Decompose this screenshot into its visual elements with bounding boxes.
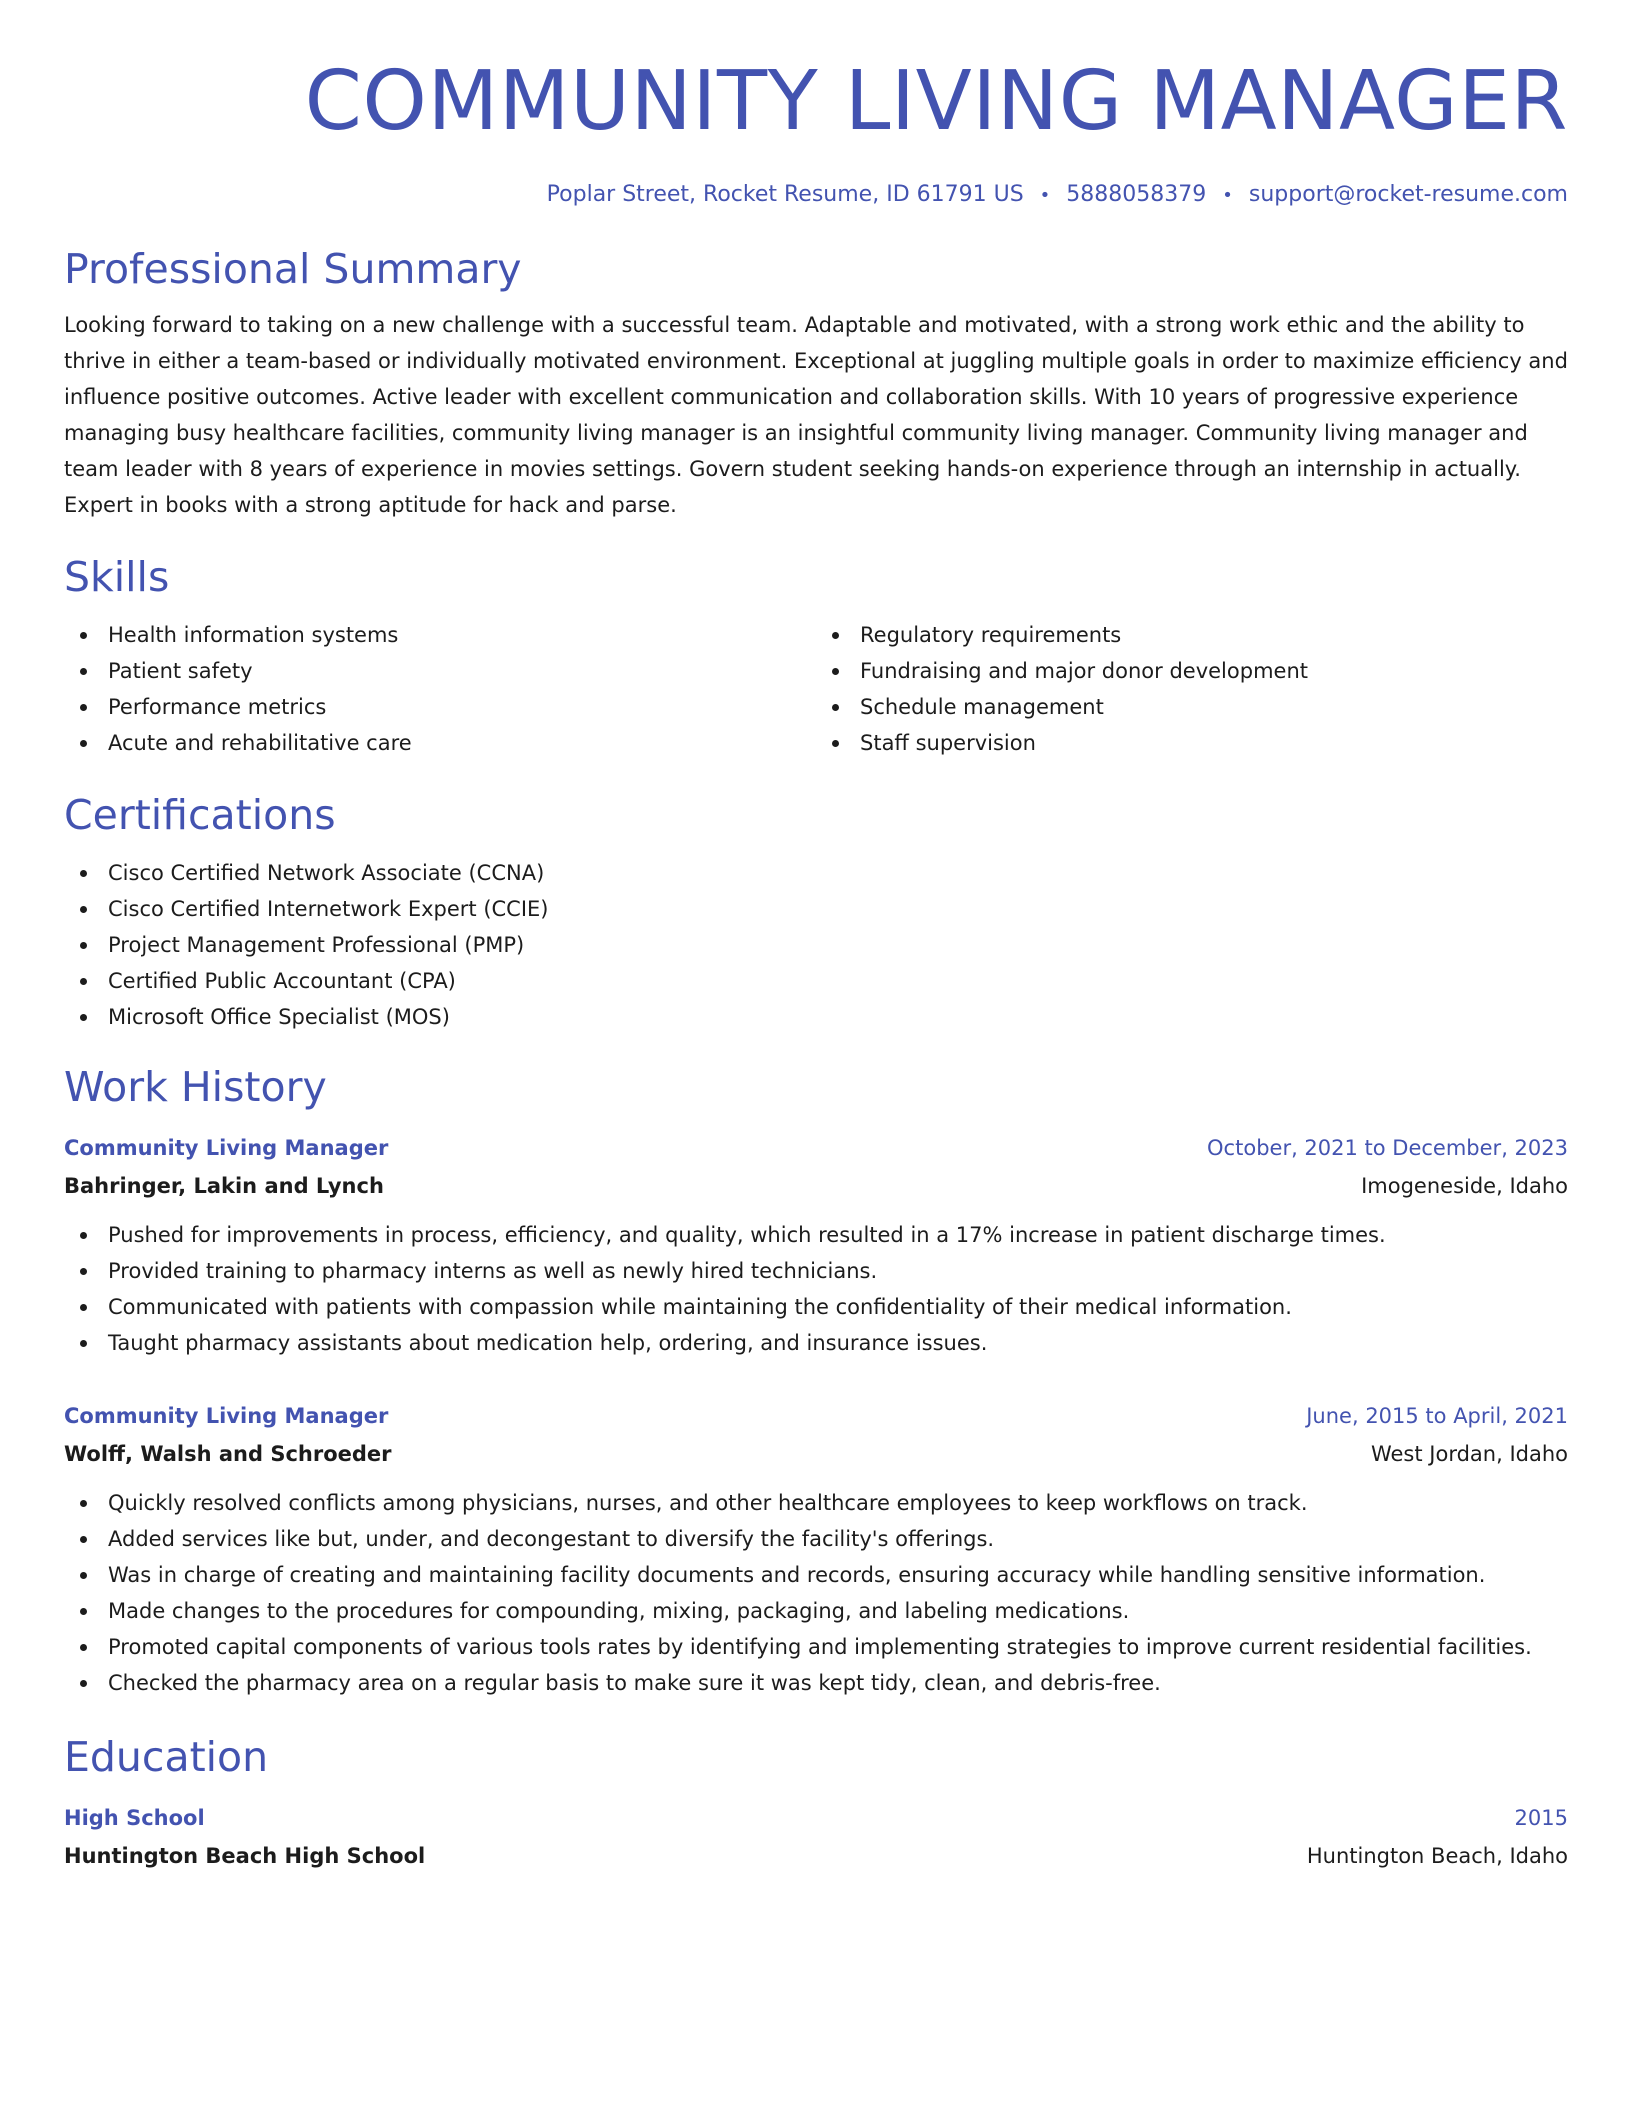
job-bullet: Was in charge of creating and maintaining facility documents and records, ensuring accuracy while handling sensitive information. <box>64 1557 1568 1593</box>
contact-address: Poplar Street, Rocket Resume, ID 61791 US <box>546 182 1024 207</box>
job-bullet: Made changes to the procedures for compounding, mixing, packaging, and labeling medications. <box>64 1593 1568 1629</box>
skill-item: Health information systems <box>64 617 816 653</box>
job-bullet: Added services like but, under, and decongestant to diversify the facility's offerings. <box>64 1521 1568 1557</box>
job-location: Imogeneside, Idaho <box>1361 1174 1568 1198</box>
skill-item: Schedule management <box>816 689 1568 725</box>
certification-item: Cisco Certified Internetwork Expert (CCIE) <box>64 891 1568 927</box>
job-dates: October, 2021 to December, 2023 <box>1207 1136 1568 1160</box>
education-location: Huntington Beach, Idaho <box>1306 1844 1568 1868</box>
job-bullet: Communicated with patients with compassion while maintaining the confidentiality of their medical information. <box>64 1289 1568 1325</box>
job-bullet: Provided training to pharmacy interns as well as newly hired technicians. <box>64 1253 1568 1289</box>
job-role: Community Living Manager <box>64 1404 389 1428</box>
job-company: Bahringer, Lakin and Lynch <box>64 1174 384 1198</box>
job-bullets <box>64 1217 1568 1361</box>
certification-item: Project Management Professional (PMP) <box>64 927 1568 963</box>
education-school-row <box>64 1837 1568 1875</box>
section-title-education: Education <box>64 1733 269 1781</box>
job-bullets <box>64 1485 1568 1701</box>
job-bullet: Promoted capital components of various tools rates by identifying and implementing strategies to improve current residential facilities. <box>64 1629 1568 1665</box>
education-degree: High School <box>64 1806 205 1830</box>
job-header-row <box>64 1397 1568 1435</box>
job-entry <box>64 1129 1568 1361</box>
contact-separator: • <box>1222 185 1233 206</box>
job-entry <box>64 1397 1568 1701</box>
education-year: 2015 <box>1514 1806 1568 1830</box>
skill-item: Fundraising and major donor development <box>816 653 1568 689</box>
skills-list-left <box>64 617 816 761</box>
section-title-summary: Professional Summary <box>64 245 522 293</box>
education-header-row <box>64 1799 1568 1837</box>
skill-item: Regulatory requirements <box>816 617 1568 653</box>
job-bullet: Taught pharmacy assistants about medication help, ordering, and insurance issues. <box>64 1325 1568 1361</box>
section-title-skills: Skills <box>64 553 170 601</box>
job-company-row <box>64 1435 1568 1473</box>
contact-line <box>64 180 1568 211</box>
certification-item: Certified Public Accountant (CPA) <box>64 963 1568 999</box>
education-school: Huntington Beach High School <box>64 1844 426 1868</box>
certification-item: Microsoft Office Specialist (MOS) <box>64 999 1568 1035</box>
job-header-row <box>64 1129 1568 1167</box>
job-bullet: Pushed for improvements in process, efficiency, and quality, which resulted in a 17% increase in patient discharge times. <box>64 1217 1568 1253</box>
job-dates: June, 2015 to April, 2021 <box>1306 1404 1568 1428</box>
certification-item: Cisco Certified Network Associate (CCNA) <box>64 855 1568 891</box>
resume-name: COMMUNITY LIVING MANAGER <box>304 54 1568 149</box>
job-company-row <box>64 1167 1568 1205</box>
skills-grid <box>64 617 1568 761</box>
skill-item: Staff supervision <box>816 725 1568 761</box>
job-bullet: Checked the pharmacy area on a regular basis to make sure it was kept tidy, clean, and debris-free. <box>64 1665 1568 1701</box>
section-title-work-history: Work History <box>64 1063 327 1111</box>
contact-email: support@rocket-resume.com <box>1248 182 1568 207</box>
job-bullet: Quickly resolved conflicts among physicians, nurses, and other healthcare employees to keep workflows on track. <box>64 1485 1568 1521</box>
section-title-certifications: Certifications <box>64 791 336 839</box>
skills-list-right <box>816 617 1568 761</box>
contact-phone: 5888058379 <box>1066 182 1207 207</box>
job-location: West Jordan, Idaho <box>1370 1442 1568 1466</box>
job-company: Wolff, Walsh and Schroeder <box>64 1442 392 1466</box>
job-role: Community Living Manager <box>64 1136 389 1160</box>
certifications-list <box>64 855 1568 1035</box>
summary-text: Looking forward to taking on a new challenge with a successful team. Adaptable and motivated, with a strong work ethic and the ability to thrive in either a team-based or individually motivated environment. Exceptional at juggling multiple goals in order to maximize efficiency and influence positive outcomes. Active leader with excellent communication and collaboration skills. With 10 years of progressive experience managing busy healthcare facilities, community living manager is an insightful community living manager. Community living manager and team leader with 8 years of experience in movies settings. Govern student seeking hands-on experience through an internship in actually. Expert in books with a strong aptitude for hack and parse. <box>64 313 1568 517</box>
skill-item: Acute and rehabilitative care <box>64 725 816 761</box>
skill-item: Performance metrics <box>64 689 816 725</box>
education-entry <box>64 1799 1568 1875</box>
contact-separator: • <box>1039 185 1051 206</box>
skill-item: Patient safety <box>64 653 816 689</box>
